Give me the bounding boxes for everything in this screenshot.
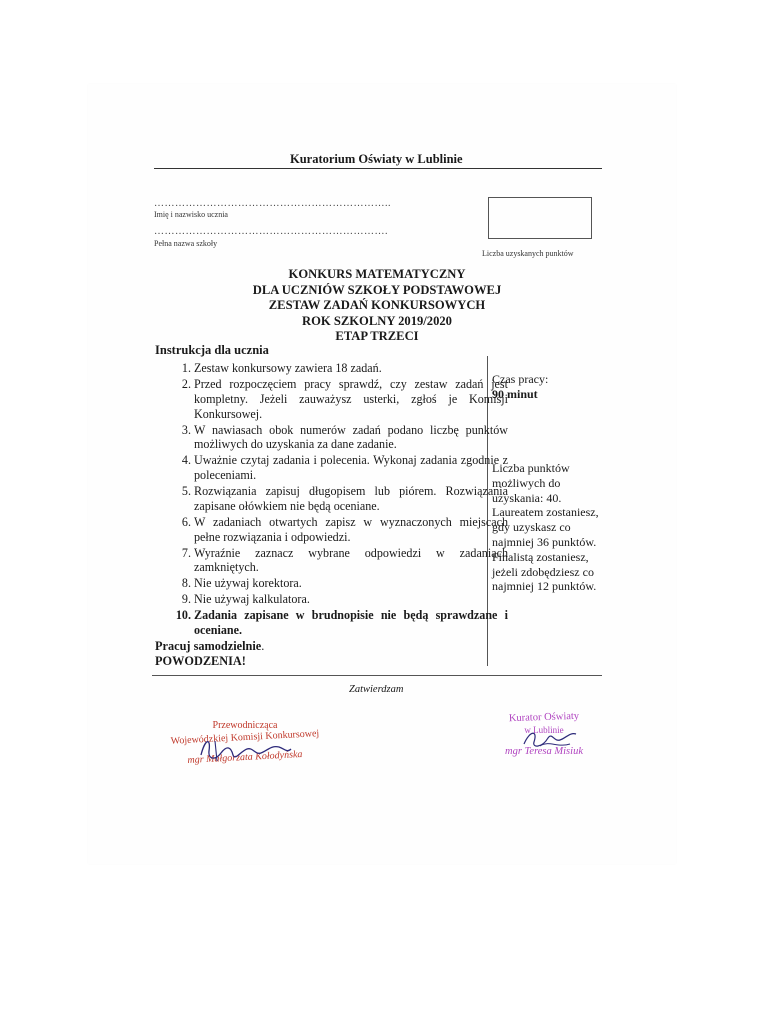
instruction-item: 8. Nie używaj korektora. [194,576,508,591]
title-line: ROK SZKOLNY 2019/2020 [302,313,452,328]
score-label: Liczba uzyskanych punktów [482,249,574,258]
instruction-item: 9. Nie używaj kalkulatora. [194,592,508,607]
instruction-item: 7. Wyraźnie zaznacz wybrane odpowiedzi w zadaniach zamkniętych. [194,546,508,576]
good-luck-text: POWODZENIA! [155,654,246,668]
instruction-item: 6. W zadaniach otwartych zapisz w wyznaczonych miejscach pełne rozwiązania i odpowiedzi. [194,515,508,545]
right-signature-icon [520,726,580,752]
instruction-item: 5. Rozwiązania zapisuj długopisem lub piórem. Rozwiązania zapisane ołówkiem nie będą oceniane. [194,484,508,514]
school-name-label: Pełna nazwa szkoły [154,239,218,248]
header-title: Kuratorium Oświaty w Lublinie [290,152,463,166]
time-value: 90 minut [492,387,538,401]
work-alone-line [155,639,264,654]
student-name-dots: ………………………………………………………….. [154,198,391,209]
time-label: Czas pracy: [492,372,549,386]
points-info: Liczba punktów możliwych do uzyskania: 40. Laureatem zostaniesz, gdy uzyskasz co najmniej 36 punktów. Finalistą zostaniesz, jeżeli zdobędziesz co najmniej 12 punktów. [492,461,599,594]
title-line: ETAP TRZECI [335,329,419,343]
instruction-item: 3. W nawiasach obok numerów zadań podano liczbę punktów możliwych do uzyskania za dane zadanie. [194,423,508,453]
instructions-list [172,361,508,639]
title-line: DLA UCZNIÓW SZKOŁY PODSTAWOWEJ [252,282,502,297]
approve-label: Zatwierdzam [349,684,404,695]
title-block [154,267,600,345]
work-alone-dot: . [261,639,265,653]
right-stamp-line3: mgr Teresa Misiuk [505,746,583,757]
header-rule [154,168,602,169]
instruction-item: 4. Uważnie czytaj zadania i polecenia. Wykonaj zadania zgodnie z poleceniami. [194,453,508,483]
work-alone-text: Pracuj samodzielnie [155,639,262,653]
left-stamp-line2: Wojewódzkiej Komisji Konkursowej [170,728,320,747]
instruction-item: 10. Zadania zapisane w brudnopisie nie będą sprawdzane i oceniane. [194,608,508,638]
right-stamp-line2: w Lublinie [524,725,564,735]
left-stamp-line1: Przewodnicząca [212,720,278,731]
bottom-rule [152,675,602,676]
instructions-heading: Instrukcja dla ucznia [155,343,269,357]
title-line: ZESTAW ZADAŃ KONKURSOWYCH [268,298,486,312]
left-signature-icon [195,733,295,767]
right-stamp-line1: Kurator Oświaty [508,710,580,725]
left-stamp-line3: mgr Małgorzata Kołodyńska [187,748,303,767]
instruction-item: 1. Zestaw konkursowy zawiera 18 zadań. [194,361,508,376]
student-name-label: Imię i nazwisko ucznia [154,210,228,219]
title-line: KONKURS MATEMATYCZNY [288,267,466,281]
instruction-item: 2. Przed rozpoczęciem pracy sprawdź, czy zestaw zadań jest kompletny. Jeżeli zauważysz usterki, zgłoś je Komisji Konkursowej. [194,377,508,421]
school-name-dots: …………………………………………………………. [154,226,388,237]
score-box [488,197,592,239]
